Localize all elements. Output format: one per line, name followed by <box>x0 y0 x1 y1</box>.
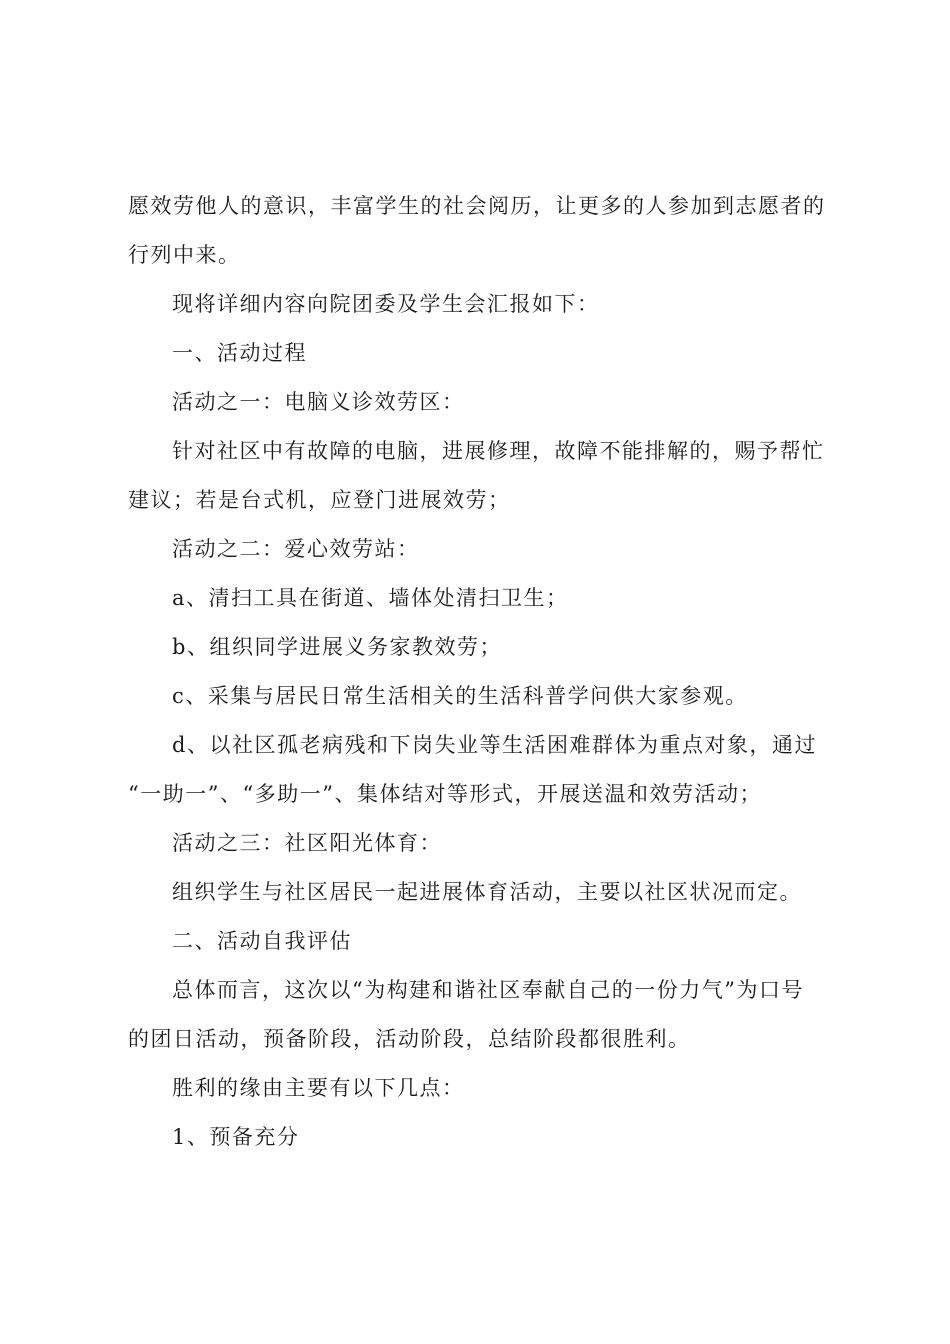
text-line-paragraph-start: 总体而言，这次以“为构建和谐社区奉献自己的一份力气”为口号 <box>172 978 804 1002</box>
text-line-intro: 现将详细内容向院团委及学生会汇报如下： <box>172 292 600 316</box>
list-item-d: d、以社区孤老病残和下岗失业等生活困难群体为重点对象，通过 <box>172 733 817 757</box>
section-heading-activity-process: 一、活动过程 <box>172 341 307 365</box>
section-heading-self-evaluation: 二、活动自我评估 <box>172 929 352 953</box>
text-line-continuation: 行列中来。 <box>128 243 241 267</box>
document-body <box>128 182 832 1162</box>
text-line-paragraph-start: 针对社区中有故障的电脑，进展修理，故障不能排解的，赐予帮忙 <box>172 439 825 463</box>
text-line-continuation: 愿效劳他人的意识，丰富学生的社会阅历，让更多的人参加到志愿者的 <box>128 194 826 218</box>
activity-heading-3: 活动之三：社区阳光体育： <box>172 831 442 855</box>
text-line-continuation: 的团日活动，预备阶段，活动阶段，总结阶段都很胜利。 <box>128 1027 691 1051</box>
text-line-paragraph-start: 胜利的缘由主要有以下几点： <box>172 1076 465 1100</box>
text-line-continuation: “一助一”、“多助一”、集体结对等形式，开展送温和效劳活动； <box>128 782 762 806</box>
list-item-b: b、组织同学进展义务家教效劳； <box>172 635 502 659</box>
numbered-item-1: 1、预备充分 <box>172 1125 300 1149</box>
text-line-continuation: 建议；若是台式机，应登门进展效劳； <box>128 488 511 512</box>
activity-heading-2: 活动之二：爱心效劳站： <box>172 537 420 561</box>
activity-heading-1: 活动之一：电脑义诊效劳区： <box>172 390 465 414</box>
list-item-a: a、清扫工具在街道、墙体处清扫卫生； <box>172 586 569 610</box>
list-item-c: c、采集与居民日常生活相关的生活科普学问供大家参观。 <box>172 684 748 708</box>
text-line-paragraph-start: 组织学生与社区居民一起进展体育活动，主要以社区状况而定。 <box>172 880 802 904</box>
